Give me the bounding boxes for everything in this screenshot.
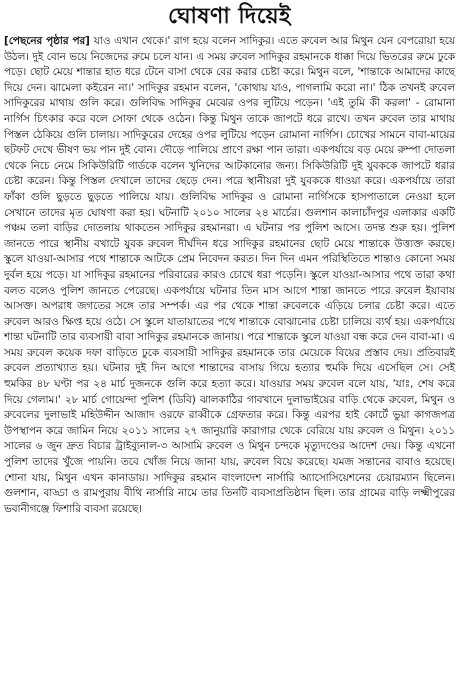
- headline: ঘোষণা দিয়েই: [168, 4, 291, 29]
- article-body: [4, 34, 455, 517]
- article-text: যাও এখান থেকে।' রাগ হয়ে বলেন সাদিকুর। এতে রুবেল আর মিথুন যেন বেপরোয়া হয়ে উঠল। দুই বোন ভয়ে নিজেদের রুমে চলে যান। এ সময় রুবেল সাদিকুর রহমানকে ধাক্কা দিয়ে ভিতরের রুমে ঢুকে পড়ে। ছোট মেয়ে শান্তার হাত ধরে টেনে বাসা থেকে বের করার চেষ্টা করে। মিথুন বলে, 'শান্তাকে আমাদের কাছে দিয়ে দেন। ঝামেলা কইরেন না।' সাদিকুর রহমান বলেন, 'কোথায় যাও, পাগলামি করো না।' ঠিক তখনই রুবেল সাদিকুরের মাথায় গুলি করে। গুলিবিদ্ধ সাদিকুর মেঝের ওপর লুটিয়ে পড়েন। 'এই তুমি কী করলা' - রোমানা নার্গিস চিৎকার করে বলে সোফা থেকে ওঠেন। কিন্তু মিথুন তাকে জাপটে ধরে রাখে। তখন রুবেল তার মাথায় পিস্তল ঠেকিয়ে গুলি চালায়। সাদিকুরের দেহের ওপর লুটিয়ে পড়েন রোমানা নার্গিস। চোখের সামনে বাবা-মায়ের ছটফট দেখে ভীষণ ভয় পান দুই বোন। দৌড়ে পালিয়ে প্রাণে রক্ষা পান তারা। একপর্যায়ে বড় মেয়ে রুম্পা দোতলা থেকে নিচে নেমে সিকিউরিটি গার্ডকে বলেন খুনিদের আটকানোর জন্য। সিকিউরিটি দুই যুবককে জাপটে ধরার চেষ্টা করেন। কিন্তু পিস্তল দেখালে তাদের ছেড়ে দেন। পরে স্থানীয়রা দুই যুবককে ধাওয়া করে। একপর্যায়ে তারা ফাঁকা গুলি ছুড়তে ছুড়তে পালিয়ে যায়। গুলিবিদ্ধ সাদিকুর ও রোমানা নার্গিসকে হাসপাতালে নেওয়া হলে সেখানে তাদের মৃত ঘোষণা করা হয়। ঘটনাটি ২০১০ সালের ২৪ মার্চের। গুলশান কালাচাঁদপুর এলাকার একটি পঞ্চম তলা বাড়ির দোতলায় থাকতেন সাদিকুর রহমানরা। এ ঘটনার পর পুলিশ আসে। তদন্ত শুরু হয়। পুলিশ জানতে পারে স্থানীয় বখাটে যুবক রুবেল দীর্ঘদিন ধরে সাদিকুর রহমানের ছোট মেয়ে শান্তাকে উত্ত্যক্ত করছে। স্কুলে যাওয়া-আসার পথে শান্তাকে আটকে প্রেম নিবেদন করত। দিন দিন এমন পরিস্থিতিতে শান্তাও কোনো সময় দুর্বল হয়ে পড়ে। যা সাদিকুর রহমানের পরিবারের কারও চোখে ধরা পড়েনি। স্কুলে যাওয়া-আসার পথে তারা কথা বলত বলেও পুলিশ জানতে পেরেছে। একপর্যায়ে ঘটনার তিন মাস আগে শান্তা জানতে পারে রুবেল ইয়াবায় আসক্ত। অপরাধ জগতের সঙ্গে তার সম্পর্ক। এর পর থেকে শান্তা রুবেলকে এড়িয়ে চলার চেষ্টা করে। এতে রুবেল আরও ক্ষিপ্ত হয়ে ওঠে। সে স্কুলে যাতায়াতের পথে শান্তাকে বোঝানোর চেষ্টা চালিয়ে ব্যর্থ হয়। একপর্যায়ে শান্তা ঘটনাটি তার ব্যবসায়ী বাবা সাদিকুর রহমানকে জানায়। পরে শান্তাকে স্কুলে যাওয়া বন্ধ করে দেন বাবা-মা। এ সময় রুবেল কয়েক দফা বাড়িতে ঢুকে ব্যবসায়ী সাদিকুর রহমানকে তার মেয়েকে বিয়ের প্রস্তাব দেয়। প্রতিবারই রুবেল প্রত্যাখ্যাত হয়। ঘটনার দুই দিন আগে শান্তাদের বাসায় গিয়ে হত্যার হুমকি দিয়ে এসেছিল সে। সেই হুমকির ৪৮ ঘণ্টা পর ২৪ মার্চ দুজনকে গুলি করে হত্যা করে। যাওয়ার সময় রুবেল বলে যায়, 'যাঃ, শেষ করে দিয়ে গেলাম।' ২৮ মার্চ গোয়েন্দা পুলিশ (ডিবি) ঝালকাঠির গাবখানে দুলাভাইয়ের বাড়ি থেকে রুবেল, মিথুন ও রুবেলের দুলাভাই মহিউদ্দীন আজাদ ওরফে রাব্বীকে গ্রেফতার করে। কিন্তু এরপর হাই কোর্টে ভুয়া কাগজপত্র উপস্থাপন করে জামিন নিয়ে ২০১১ সালের ২৭ জানুয়ারি কারাগার থেকে বেরিয়ে যায় রুবেল ও মিথুন। ২০১১ সালের ৬ জুন দ্রুত বিচার ট্রাইব্যুনাল-৩ আসামি রুবেল ও মিথুন চন্দকে মৃত্যুদণ্ডের আদেশ দেয়। কিন্তু এখনো পুলিশ তাদের খুঁজে পায়নি। তবে খোঁজ নিয়ে জানা যায়, রুবেল বিয়ে করেছে। যমজ সন্তানের বাবাও হয়েছে। শোনা যায়, মিথুন এখন কানাডায়। সাদিকুর রহমান বাংলাদেশ নার্সারি অ্যাসোসিয়েশনের চেয়ারম্যান ছিলেন। গুলশান, বাড্ডা ও রামপুরায় বীথি নার্সারি নামে তার তিনটি ব্যবসাপ্রতিষ্ঠান ছিল। তার গ্রামের বাড়ি লক্ষ্মীপুরের ভবানীগঞ্জে ফিশারি ব্যবসা রয়েছে।: [4, 35, 456, 515]
- continued-from-tag: [পেছনের পৃষ্ঠার পর]: [4, 35, 90, 47]
